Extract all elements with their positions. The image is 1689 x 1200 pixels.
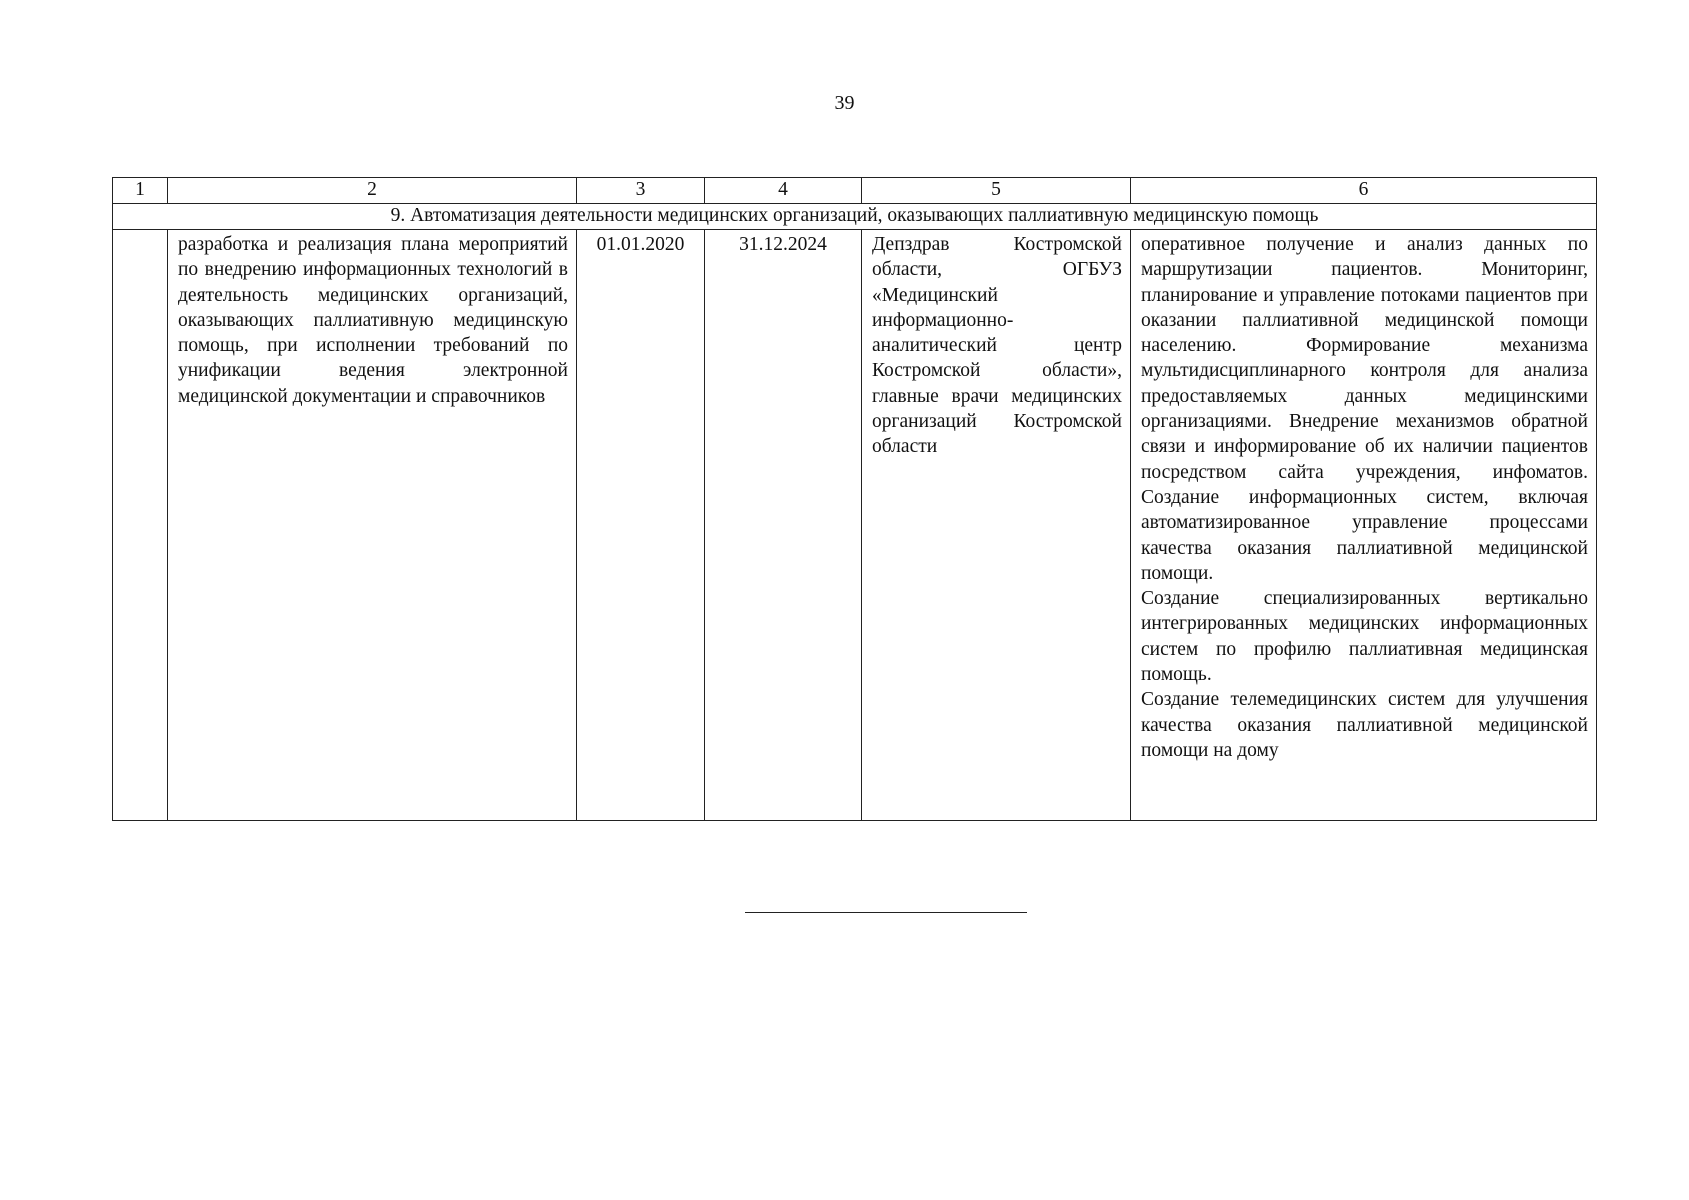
row-number-cell [113,230,168,821]
result-paragraph: Создание телемедицинских систем для улучшения качества оказания паллиативной медицинской помощи на дому [1141,689,1588,761]
result-paragraph: оперативное получение и анализ данных по маршрутизации пациентов. Мониторинг, планирование и управление потоками пациентов при оказании паллиативной медицинской помощи населению. Формирование механизма мультидисциплинарного контроля для анализа предоставляемых данных медицинскими организациями. Внедрение механизмов обратной связи и информирование об их наличии пациентов посредством сайта учреждения, инфоматов. Создание информационных систем, включая автоматизированное управление процессами качества оказания паллиативной медицинской помощи. [1141,234,1588,584]
section-row [113,204,1597,230]
column-header-6: 6 [1131,178,1597,204]
start-date: 01.01.2020 [596,234,685,255]
result-cell [1131,230,1597,821]
column-header-2: 2 [168,178,577,204]
responsible-cell [862,230,1131,821]
section-title: 9. Автоматизация деятельности медицинских организаций, оказывающих паллиативную медицинскую помощь [113,204,1597,230]
column-header-5: 5 [862,178,1131,204]
row-number [113,230,167,232]
activity-cell [168,230,577,821]
result-paragraph: Создание специализированных вертикально интегрированных медицинских информационных систем по профилю паллиативная медицинская помощь. [1141,588,1588,686]
column-header-4: 4 [705,178,862,204]
column-header-1: 1 [113,178,168,204]
end-of-document-line [745,912,1027,913]
page-number: 39 [834,92,855,114]
table-row [113,230,1597,821]
column-header-row [113,178,1597,204]
end-date: 31.12.2024 [739,234,827,255]
responsible-text: Депздрав Костромской области, ОГБУЗ «Медицинский информационно-аналитический центр Костромской области», главные врачи медицинских организаций Костромской области [872,234,1122,458]
start-date-cell [577,230,705,821]
measures-table [112,177,1597,821]
column-header-3: 3 [577,178,705,204]
end-date-cell [705,230,862,821]
activity-text: разработка и реализация плана мероприятий по внедрению информационных технологий в деятельность медицинских организаций, оказывающих паллиативную медицинскую помощь, при исполнении требований по унификации ведения электронной медицинской документации и справочников [178,234,568,407]
